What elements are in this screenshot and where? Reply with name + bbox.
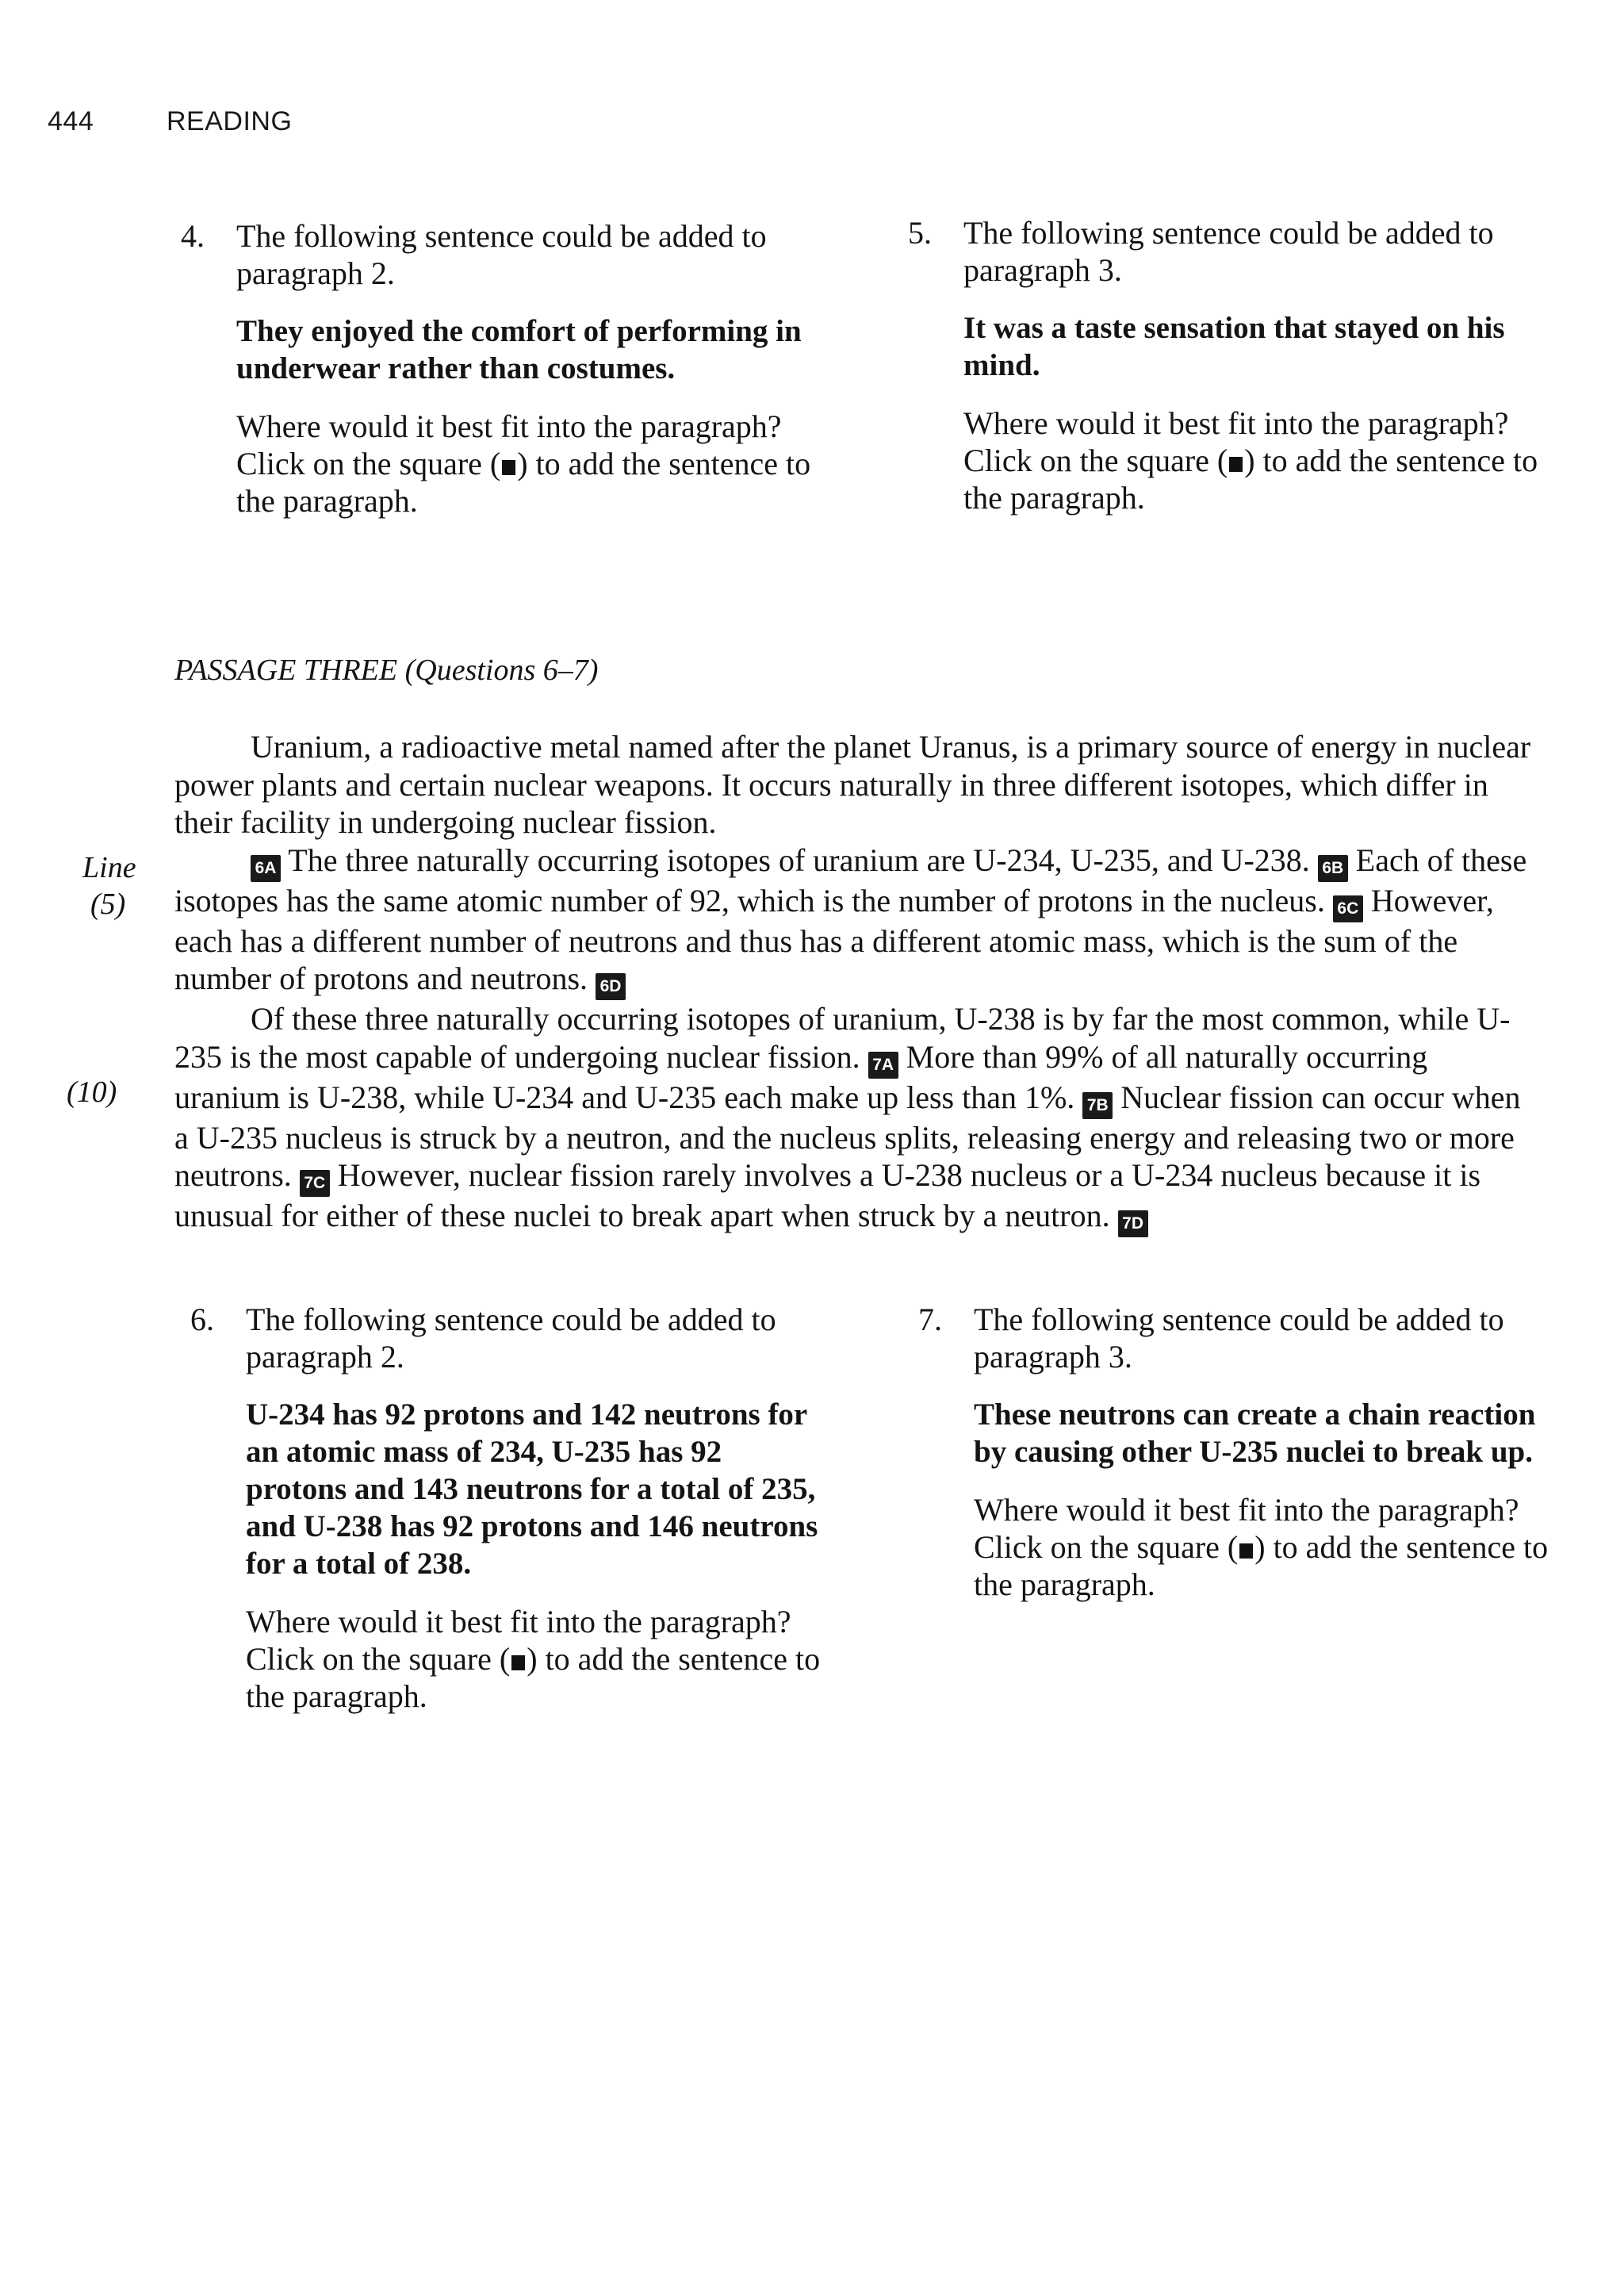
insert-mark-6a[interactable]: 6A [251,855,281,882]
insert-mark-6b[interactable]: 6B [1318,855,1348,882]
question-instruction: Where would it best fit into the paragraph? Click on the square ( ) to add the sentence to the paragraph. [246,1604,821,1714]
insert-sentence: These neutrons can create a chain reaction by causing other U-235 nuclei to break up. [974,1398,1536,1469]
passage-title: PASSAGE THREE (Questions 6–7) [174,654,599,687]
question-5 [908,214,1542,516]
insert-sentence: They enjoyed the comfort of performing in underwear rather than costumes. [236,314,802,385]
question-number: 5. [908,215,932,251]
question-6 [190,1301,825,1715]
passage-paragraph-2: 6A The three naturally occurring isotopes of uranium are U-234, U-235, and U-238. 6B Each of these isotopes has the same atomic number of 92, which is the number of protons in the nucleus. 6C However, each has a different number of neutrons and thus has a different atomic mass, which is the sum of the number of protons and neutrons. 6D [174,842,1538,1001]
line-label: (5) [90,888,126,921]
question-stem: The following sentence could be added to paragraph 3. [963,215,1494,288]
question-stem: The following sentence could be added to paragraph 2. [246,1302,776,1375]
insert-sentence: It was a taste sensation that stayed on his mind. [963,311,1505,382]
question-instruction: Where would it best fit into the paragraph? Click on the square ( ) to add the sentence to the paragraph. [974,1492,1549,1602]
question-instruction: Where would it best fit into the paragraph? Click on the square ( ) to add the sentence to the paragraph. [963,405,1538,516]
page-header [48,106,292,137]
page-number: 444 [48,106,94,136]
insert-mark-7a[interactable]: 7A [868,1052,898,1079]
question-instruction: Where would it best fit into the paragraph? Click on the square ( ) to add the sentence to the paragraph. [236,408,811,519]
insert-mark-7b[interactable]: 7B [1082,1092,1113,1119]
question-stem: The following sentence could be added to paragraph 2. [236,218,767,291]
insert-sentence: U-234 has 92 protons and 142 neutrons for an atomic mass of 234, U-235 has 92 protons and 143 neutrons for a total of 235, and U-238 has 92 protons and 146 neutrons for a total of 238. [246,1398,818,1581]
section-title: READING [167,106,293,136]
question-number: 7. [918,1302,942,1337]
line-label: (10) [67,1075,117,1109]
passage-paragraph-3: Of these three naturally occurring isotopes of uranium, U-238 is by far the most common, while U-235 is the most capable of undergoing nuclear fission. 7A More than 99% of all naturally occurring uranium is U-238, while U-234 and U-235 each make up less than 1%. 7B Nuclear fission can occur when a U-235 nucleus is struck by a neutron, and the nucleus splits, releasing energy and releasing two or more neutrons. 7C However, nuclear fission rarely involves a U-238 nucleus or a U-234 nucleus because it is unusual for either of these nuclei to break apart when struck by a neutron. 7D [174,1000,1538,1237]
square-icon [502,460,515,475]
square-icon [1239,1543,1253,1559]
question-7 [918,1301,1553,1603]
question-number: 4. [181,218,205,254]
insert-mark-7c[interactable]: 7C [300,1170,330,1197]
insert-mark-7d[interactable]: 7D [1118,1210,1148,1237]
square-icon [511,1655,525,1670]
insert-mark-6c[interactable]: 6C [1333,895,1363,922]
question-4 [181,217,815,520]
question-number: 6. [190,1302,214,1337]
line-label: Line [82,851,136,884]
square-icon [1229,457,1243,472]
insert-mark-6d[interactable]: 6D [596,973,626,1000]
passage-paragraph-1: Uranium, a radioactive metal named after the planet Uranus, is a primary source of energy in nuclear power plants and certain nuclear weapons. It occurs naturally in three different isotopes, which differ in their facility in undergoing nuclear fission. [174,729,1531,840]
reading-passage [174,728,1538,1237]
question-stem: The following sentence could be added to paragraph 3. [974,1302,1504,1375]
